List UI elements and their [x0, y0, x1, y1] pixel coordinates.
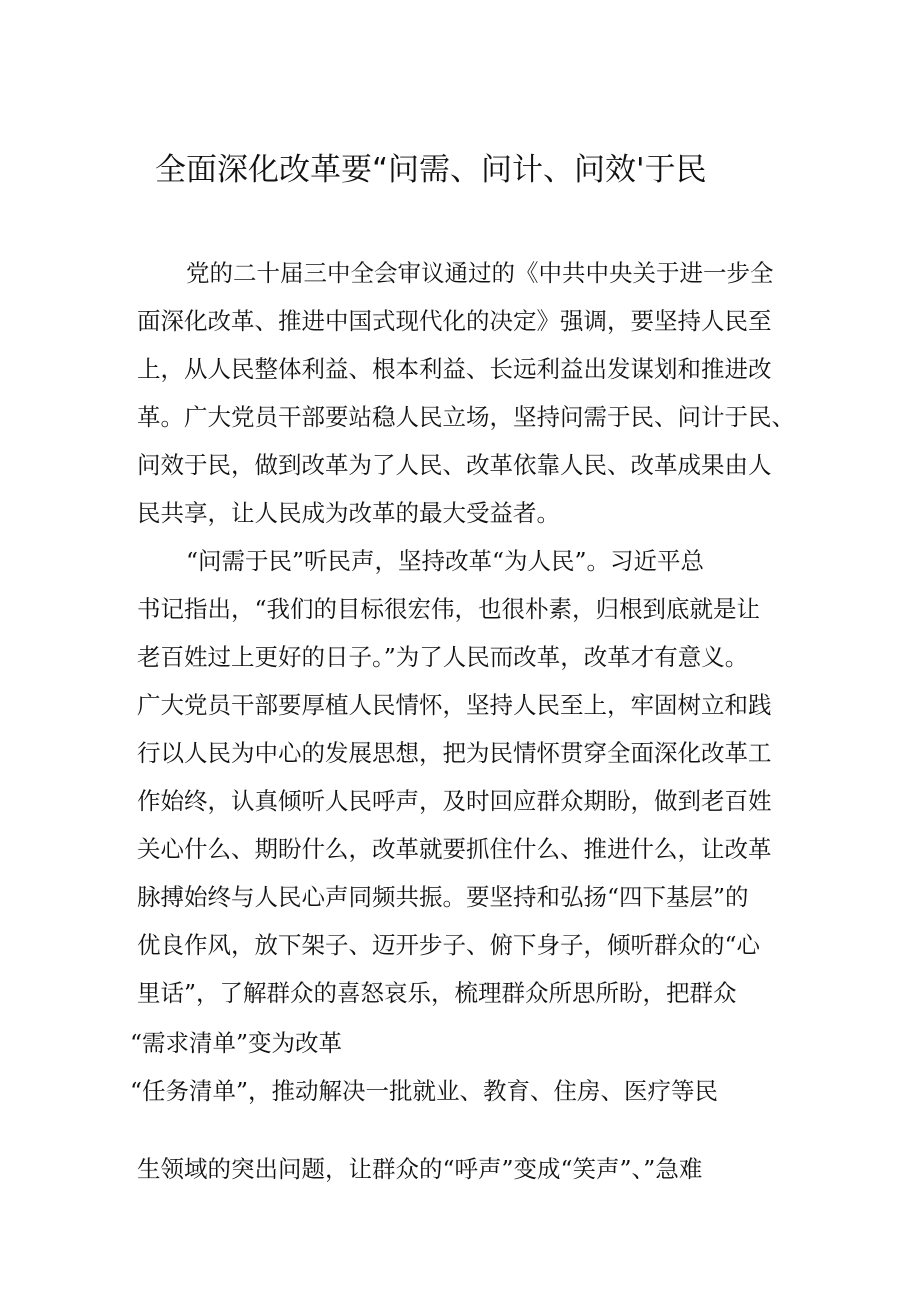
- paragraph-2-line-12: “任务清单”，推动解决一批就业、教育、住房、医疗等民: [130, 1077, 719, 1105]
- paragraph-2-line-1: “问需于民”听民声，坚持改革“为人民”。习近平总: [186, 547, 705, 575]
- paragraph-2-line-11: “需求清单”变为改革: [130, 1029, 343, 1057]
- paragraph-2-line-10: 里话”，了解群众的喜怒哀乐，梳理群众所思所盼，把群众: [137, 979, 737, 1007]
- paragraph-2-line-8: 脉搏始终与人民心声同频共振。要坚持和弘扬“四下基层”的: [137, 883, 749, 911]
- paragraph-2-line-6: 作始终，认真倾听人民呼声，及时回应群众期盼，做到老百姓: [137, 787, 772, 815]
- paragraph-2-line-4: 广大党员干部要厚植人民情怀，坚持人民至上，牢固树立和践: [137, 691, 772, 719]
- paragraph-1-line-2: 面深化改革、推进中国式现代化的决定》强调，要坚持人民至: [137, 307, 772, 335]
- paragraph-2-line-9: 优良作风，放下架子、迈开步子、俯下身子，倾听群众的“心: [137, 931, 761, 959]
- paragraph-2-line-5: 行以人民为中心的发展思想，把为民情怀贯穿全面深化改革工: [137, 739, 772, 767]
- document-title: 全面深化改革要“问需、问计、问效'于民: [155, 152, 707, 188]
- paragraph-2-line-13: 生领域的突出问题，让群众的“呼声”变成“笑声”、”急难: [137, 1155, 703, 1183]
- paragraph-2-line-2: 书记指出，“我们的目标很宏伟，也很朴素，归根到底就是让: [137, 595, 761, 623]
- paragraph-1-line-4: 革。广大党员干部要站稳人民立场，坚持问需于民、问计于民、: [137, 403, 795, 431]
- paragraph-1-line-6: 民共享，让人民成为改革的最大受益者。: [137, 499, 560, 527]
- paragraph-1-line-3: 上，从人民整体利益、根本利益、长远利益出发谋划和推进改: [137, 355, 772, 383]
- paragraph-2-line-7: 关心什么、期盼什么，改革就要抓住什么、推进什么，让改革: [137, 835, 772, 863]
- paragraph-2-line-3: 老百姓过上更好的日子。”为了人民而改革，改革才有意义。: [137, 643, 749, 671]
- paragraph-1-line-1: 党的二十届三中全会审议通过的《中共中央关于进一步全: [186, 259, 774, 287]
- paragraph-1-line-5: 问效于民，做到改革为了人民、改革依靠人民、改革成果由人: [137, 451, 772, 479]
